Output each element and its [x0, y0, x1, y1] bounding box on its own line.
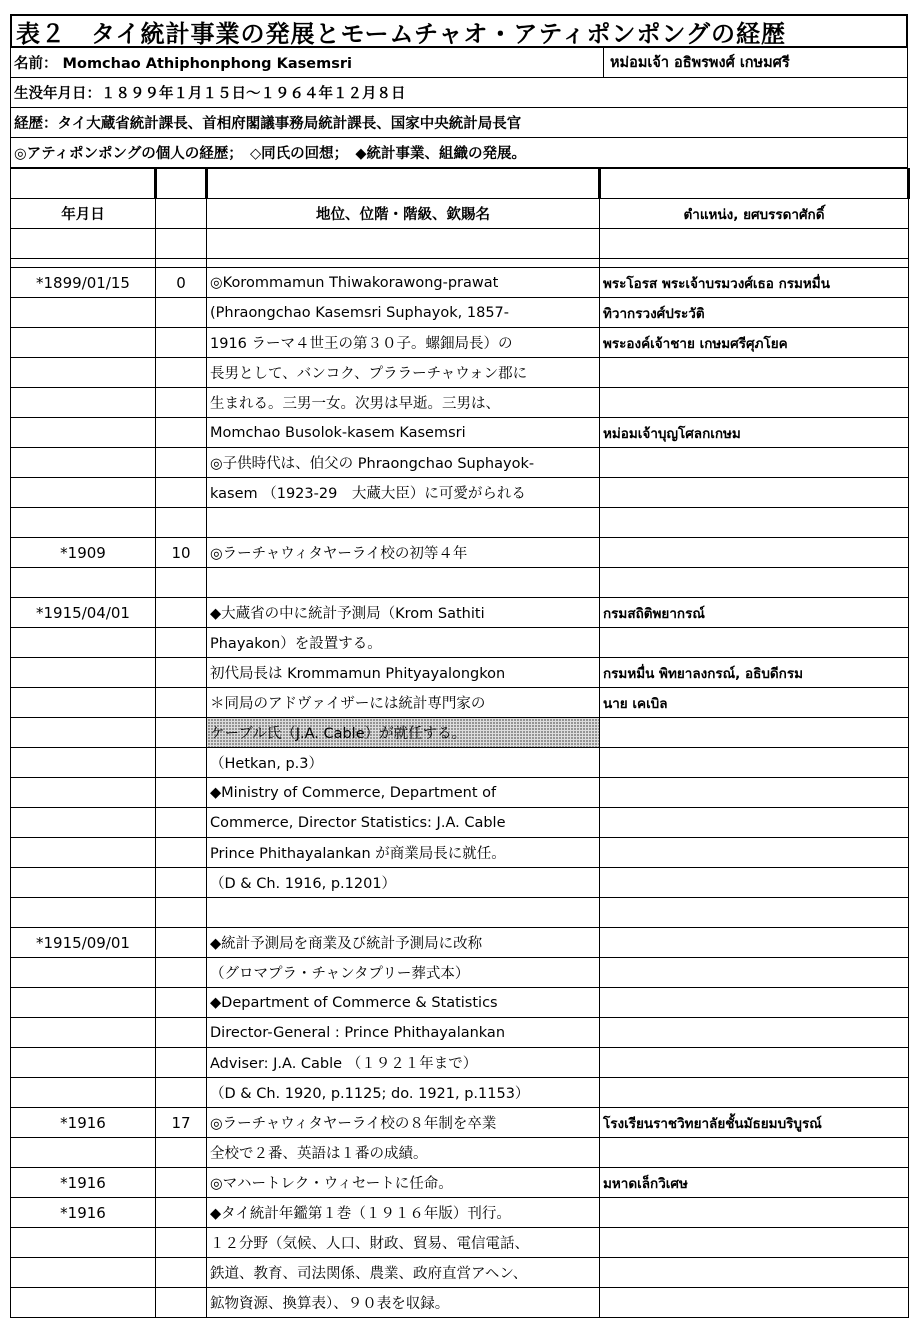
- cell-position: [207, 898, 600, 928]
- table-row: [11, 688, 909, 718]
- cell-date: [11, 358, 156, 388]
- cell-date: [11, 958, 156, 988]
- cell-date: *1916: [11, 1168, 156, 1198]
- table-row: [11, 598, 909, 628]
- table-row: [11, 778, 909, 808]
- table-row: [11, 928, 909, 958]
- cell-age: [156, 598, 207, 628]
- cell-date: [11, 508, 156, 538]
- cell-position: Phayakon）を設置する。: [207, 628, 600, 658]
- cell-date: *1909: [11, 538, 156, 568]
- table-row: [11, 1168, 909, 1198]
- table-row: [11, 268, 909, 298]
- column-header-thai: ตำแหน่ง, ยศบรรดาศักดิ์: [600, 199, 909, 229]
- cell-age: [156, 628, 207, 658]
- table-row: [11, 568, 909, 598]
- cell-position: 全校で２番、英語は１番の成績。: [207, 1138, 600, 1168]
- cell-position: ◆大蔵省の中に統計予測局（Krom Sathiti: [207, 598, 600, 628]
- cell-thai: พระองค์เจ้าชาย เกษมศรีศุภโยค: [600, 328, 909, 358]
- cell-position: （グロマプラ・チャンタプリー葬式本）: [207, 958, 600, 988]
- table-row: [11, 748, 909, 778]
- cell-date: *1916: [11, 1198, 156, 1228]
- table-top-spacer: [11, 169, 909, 199]
- cell-age: 10: [156, 538, 207, 568]
- cell-thai: [600, 568, 909, 598]
- cell-thai: [600, 1048, 909, 1078]
- cell-age: [156, 988, 207, 1018]
- cell-date: [11, 298, 156, 328]
- column-header-row: [11, 199, 909, 229]
- cell-age: [156, 1018, 207, 1048]
- cell-position: ◎Korommamun Thiwakorawong-prawat: [207, 268, 600, 298]
- cell-position: ◆Ministry of Commerce, Department of: [207, 778, 600, 808]
- cell-position: ケーブル氏（J.A. Cable）が就任する。: [207, 718, 600, 748]
- cell-age: 17: [156, 1108, 207, 1138]
- table-row: [11, 328, 909, 358]
- name-thai: หม่อมเจ้า อธิพรพงศ์ เกษมศรี: [610, 55, 790, 71]
- cell-thai: [600, 748, 909, 778]
- cell-thai: [600, 358, 909, 388]
- cell-date: [11, 1228, 156, 1258]
- cell-thai: [600, 718, 909, 748]
- cell-age: [156, 958, 207, 988]
- cell-age: [156, 298, 207, 328]
- cell-thai: [600, 478, 909, 508]
- cell-thai: หม่อมเจ้าบุญโศลกเกษม: [600, 418, 909, 448]
- cell-date: [11, 688, 156, 718]
- cell-age: [156, 478, 207, 508]
- cell-position: ＊同局のアドヴァイザーには統計専門家の: [207, 688, 600, 718]
- table-row: [11, 298, 909, 328]
- cell-thai: [600, 538, 909, 568]
- cell-position: 鉱物資源、換算表）、９０表を収録。: [207, 1288, 600, 1318]
- cell-position: （Hetkan, p.3）: [207, 748, 600, 778]
- table-row: [11, 958, 909, 988]
- cell-date: [11, 388, 156, 418]
- table-row: [11, 1258, 909, 1288]
- table-row: [11, 868, 909, 898]
- table-row: [11, 1048, 909, 1078]
- table-row: [11, 478, 909, 508]
- cell-age: [156, 718, 207, 748]
- cell-age: [156, 328, 207, 358]
- table-row: [11, 988, 909, 1018]
- legend-row: [10, 138, 908, 168]
- cell-date: [11, 1048, 156, 1078]
- table-row: [11, 838, 909, 868]
- cell-age: [156, 358, 207, 388]
- cell-position: kasem （1923-29 大蔵大臣）に可愛がられる: [207, 478, 600, 508]
- cell-age: [156, 778, 207, 808]
- cell-position: Momchao Busolok-kasem Kasemsri: [207, 418, 600, 448]
- table-row: [11, 1198, 909, 1228]
- table-row: [11, 418, 909, 448]
- cell-thai: [600, 958, 909, 988]
- cell-thai: [600, 508, 909, 538]
- cell-age: [156, 658, 207, 688]
- document-page: [10, 14, 908, 1318]
- cell-thai: [600, 898, 909, 928]
- column-header-position: 地位、位階・階級、欽賜名: [207, 199, 600, 229]
- cell-position: Director-General : Prince Phithayalankan: [207, 1018, 600, 1048]
- cell-date: *1915/09/01: [11, 928, 156, 958]
- cell-position: ◎子供時代は、伯父の Phraongchao Suphayok-: [207, 448, 600, 478]
- cell-position: 初代局長は Krommamun Phityayalongkon: [207, 658, 600, 688]
- cell-position: ◆Department of Commerce & Statistics: [207, 988, 600, 1018]
- cell-thai: [600, 448, 909, 478]
- table-row: [11, 898, 909, 928]
- cell-thai: [600, 988, 909, 1018]
- cell-age: [156, 898, 207, 928]
- table-row: [11, 1228, 909, 1258]
- cell-date: [11, 988, 156, 1018]
- cell-position: ◆タイ統計年鑑第１巻（１９１６年版）刊行。: [207, 1198, 600, 1228]
- table-row: [11, 1288, 909, 1318]
- cell-position: 生まれる。三男一女。次男は早逝。三男は、: [207, 388, 600, 418]
- cell-thai: มหาดเล็กวิเศษ: [600, 1168, 909, 1198]
- cell-thai: [600, 1258, 909, 1288]
- cell-date: [11, 328, 156, 358]
- cell-age: [156, 748, 207, 778]
- table-row: [11, 808, 909, 838]
- cell-thai: [600, 1138, 909, 1168]
- cell-thai: กรมหมื่น พิทยาลงกรณ์, อธิบดีกรม: [600, 658, 909, 688]
- cell-thai: ทิวากรวงศ์ประวัติ: [600, 298, 909, 328]
- table-row: [11, 1078, 909, 1108]
- cell-date: *1915/04/01: [11, 598, 156, 628]
- cell-date: [11, 1138, 156, 1168]
- cell-thai: [600, 1228, 909, 1258]
- cell-thai: [600, 928, 909, 958]
- cell-age: [156, 418, 207, 448]
- cell-age: [156, 1138, 207, 1168]
- birth-death-dates: 生没年月日：１８９９年１月１５日～１９６４年１２月８日: [14, 86, 406, 102]
- cell-date: [11, 568, 156, 598]
- table-row: [11, 1018, 909, 1048]
- cell-thai: [600, 1078, 909, 1108]
- cell-date: [11, 658, 156, 688]
- table-row: [11, 1108, 909, 1138]
- cell-position: ◎マハートレク・ウィセートに任命。: [207, 1168, 600, 1198]
- cell-position: （D & Ch. 1916, p.1201）: [207, 868, 600, 898]
- cell-age: [156, 928, 207, 958]
- name-latin: 名前： Momchao Athiphonphong Kasemsri: [11, 48, 604, 77]
- cell-date: [11, 718, 156, 748]
- cell-date: [11, 628, 156, 658]
- cell-date: *1916: [11, 1108, 156, 1138]
- cell-date: [11, 1288, 156, 1318]
- cell-position: [207, 508, 600, 538]
- cell-thai: กรมสถิติพยากรณ์: [600, 598, 909, 628]
- cell-thai: [600, 778, 909, 808]
- table-row: [11, 718, 909, 748]
- cell-thai: [600, 628, 909, 658]
- cell-position: 長男として、バンコク、プララーチャウォン郡に: [207, 358, 600, 388]
- cell-age: [156, 1288, 207, 1318]
- table-row: [11, 1138, 909, 1168]
- cell-date: [11, 898, 156, 928]
- cell-thai: [600, 1198, 909, 1228]
- cell-date: [11, 808, 156, 838]
- cell-date: [11, 478, 156, 508]
- cell-position: Adviser: J.A. Cable （１９２１年まで）: [207, 1048, 600, 1078]
- column-header-age: [156, 199, 207, 229]
- cell-thai: [600, 1288, 909, 1318]
- cell-thai: พระโอรส พระเจ้าบรมวงศ์เธอ กรมหมื่น: [600, 268, 909, 298]
- cell-age: [156, 688, 207, 718]
- cell-date: [11, 1018, 156, 1048]
- cell-thai: [600, 1018, 909, 1048]
- cell-age: [156, 1258, 207, 1288]
- career-table: [10, 168, 910, 1318]
- cell-date: [11, 838, 156, 868]
- cell-position: ◆統計予測局を商業及び統計予測局に改称: [207, 928, 600, 958]
- cell-date: [11, 748, 156, 778]
- cell-date: [11, 1258, 156, 1288]
- cell-position: （D & Ch. 1920, p.1125; do. 1921, p.1153）: [207, 1078, 600, 1108]
- cell-age: [156, 388, 207, 418]
- cell-thai: นาย เคเบิล: [600, 688, 909, 718]
- cell-position: Prince Phithayalankan が商業局長に就任。: [207, 838, 600, 868]
- cell-thai: โรงเรียนราชวิทยาลัยชั้นมัธยมบริบูรณ์: [600, 1108, 909, 1138]
- career-summary: 経歴：タイ大蔵省統計課長、首相府閣議事務局統計課長、国家中央統計局長官: [14, 116, 522, 132]
- cell-position: Commerce, Director Statistics: J.A. Cable: [207, 808, 600, 838]
- table-row: [11, 358, 909, 388]
- cell-age: [156, 838, 207, 868]
- table-row: [11, 448, 909, 478]
- cell-position: (Phraongchao Kasemsri Suphayok, 1857-: [207, 298, 600, 328]
- cell-age: 0: [156, 268, 207, 298]
- cell-age: [156, 1048, 207, 1078]
- cell-age: [156, 868, 207, 898]
- cell-date: [11, 868, 156, 898]
- header-gap-row: [11, 259, 909, 268]
- cell-age: [156, 1198, 207, 1228]
- cell-position: 1916 ラーマ４世王の第３０子。螺鈿局長）の: [207, 328, 600, 358]
- cell-age: [156, 1078, 207, 1108]
- cell-position: 鉄道、教育、司法関係、農業、政府直営アヘン、: [207, 1258, 600, 1288]
- dates-row: [10, 78, 908, 108]
- cell-date: *1899/01/15: [11, 268, 156, 298]
- cell-position: ◎ラーチャウィタヤーライ校の初等４年: [207, 538, 600, 568]
- cell-date: [11, 1078, 156, 1108]
- cell-thai: [600, 868, 909, 898]
- cell-date: [11, 418, 156, 448]
- symbol-legend: ◎アティポンポングの個人の経歴； ◇同氏の回想； ◆統計事業、組織の発展。: [14, 146, 527, 162]
- table-row: [11, 388, 909, 418]
- table-row: [11, 658, 909, 688]
- cell-date: [11, 778, 156, 808]
- cell-position: [207, 568, 600, 598]
- career-row: [10, 108, 908, 138]
- table-title: 表２ タイ統計事業の発展とモームチャオ・アティポンポングの経歴: [10, 14, 908, 48]
- table-row: [11, 628, 909, 658]
- header-spacer-row: [11, 229, 909, 259]
- cell-date: [11, 448, 156, 478]
- cell-position: ◎ラーチャウィタヤーライ校の８年制を卒業: [207, 1108, 600, 1138]
- name-row: [10, 48, 908, 78]
- column-header-date: 年月日: [11, 199, 156, 229]
- table-row: [11, 538, 909, 568]
- cell-age: [156, 568, 207, 598]
- cell-thai: [600, 808, 909, 838]
- cell-age: [156, 1168, 207, 1198]
- cell-position: １２分野（気候、人口、財政、貿易、電信電話、: [207, 1228, 600, 1258]
- cell-thai: [600, 388, 909, 418]
- table-row: [11, 508, 909, 538]
- cell-age: [156, 808, 207, 838]
- cell-age: [156, 508, 207, 538]
- cell-age: [156, 448, 207, 478]
- cell-age: [156, 1228, 207, 1258]
- cell-thai: [600, 838, 909, 868]
